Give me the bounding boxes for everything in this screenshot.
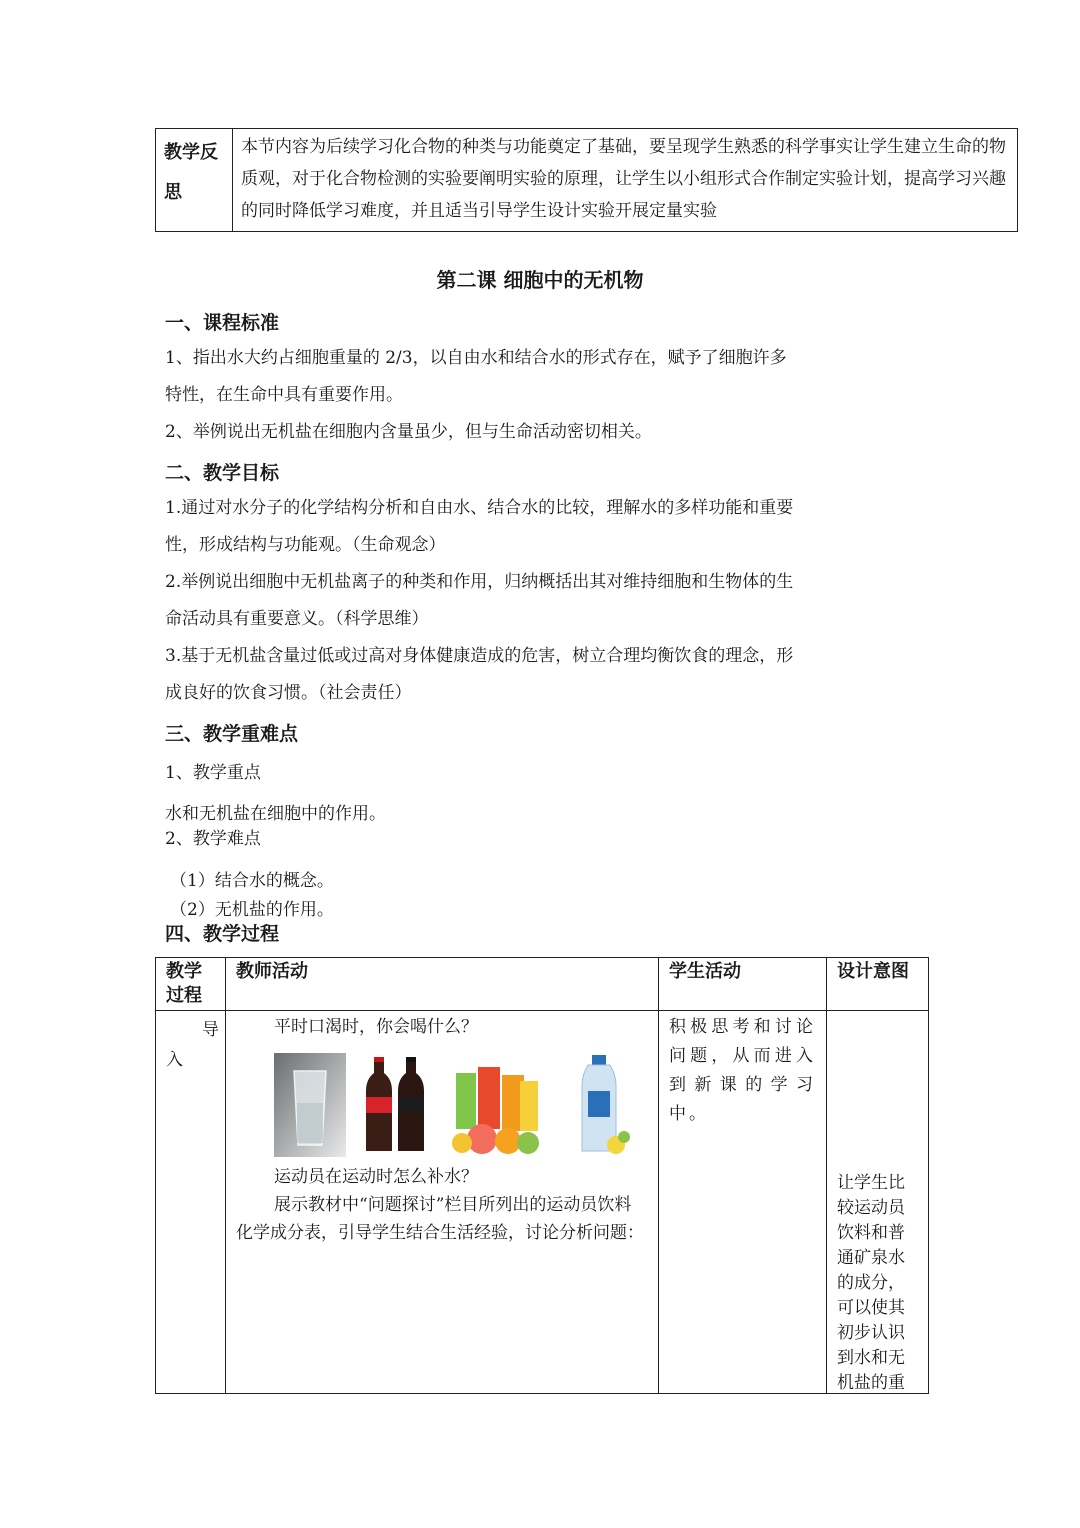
juice-glasses-image — [448, 1053, 544, 1157]
objective-item-3: 3.基于无机盐含量过低或过高对身体健康造成的危害，树立合理均衡饮食的理念，形成良好的饮食习惯。（社会责任） — [165, 646, 794, 703]
difficulty-item-2: （2）无机盐的作用。 — [170, 900, 334, 920]
soda-water-image — [558, 1053, 640, 1157]
key-point-label: 1、教学重点 — [165, 763, 261, 783]
process-table — [155, 957, 929, 1394]
difficulty-label: 2、教学难点 — [165, 829, 261, 849]
reflection-label: 教学反思 — [156, 129, 233, 232]
teacher-activity — [226, 1011, 659, 1394]
header-design: 设计意图 — [827, 958, 929, 1011]
design-intent-cell — [827, 1011, 929, 1394]
standard-item-1: 1、指出水大约占细胞重量的 2/3，以自由水和结合水的形式存在，赋予了细胞许多特性，在生命中具有重要作用。 — [165, 348, 787, 405]
teacher-question-1: 平时口渴时，你会喝什么？ — [274, 1017, 478, 1037]
teacher-question-2: 运动员在运动时怎么补水？ — [274, 1167, 478, 1187]
section3-heading: 三、教学重难点 — [165, 723, 299, 745]
section2-heading: 二、教学目标 — [165, 462, 280, 484]
step-cell — [156, 1011, 226, 1394]
step-label-part1: 导 — [202, 1020, 219, 1040]
reflection-table — [155, 128, 1018, 232]
reflection-text: 本节内容为后续学习化合物的种类与功能奠定了基础，要呈现学生熟悉的科学事实让学生建立生命的物质观，对于化合物检测的实验要阐明实验的原理，让学生以小组形式合作制定实验计划，提高学习兴趣的同时降低学习难度，并且适当引导学生设计实验开展定量实验 — [233, 129, 1018, 232]
header-student: 学生活动 — [659, 958, 827, 1011]
standard-item-2: 2、举例说出无机盐在细胞内含量虽少，但与生命活动密切相关。 — [165, 422, 652, 442]
cola-bottles-image — [360, 1053, 434, 1157]
water-glass-image — [274, 1053, 346, 1157]
difficulty-item-1: （1）结合水的概念。 — [170, 871, 334, 891]
objective-item-1: 1.通过对水分子的化学结构分析和自由水、结合水的比较，理解水的多样功能和重要性，形成结构与功能观。（生命观念） — [165, 498, 794, 555]
process-header-row — [156, 958, 929, 1011]
objective-item-2: 2.举例说出细胞中无机盐离子的种类和作用，归纳概括出其对维持细胞和生物体的生命活动具有重要意义。（科学思维） — [165, 572, 794, 629]
header-process: 教学过程 — [156, 958, 226, 1011]
teacher-instruction: 展示教材中“问题探讨”栏目所列出的运动员饮料化学成分表，引导学生结合生活经验，讨论分析问题： — [236, 1195, 644, 1243]
key-point-text: 水和无机盐在细胞中的作用。 — [165, 804, 386, 824]
student-activity: 积极思考和讨论问题，从而进入到新课的学习中。 — [659, 1011, 827, 1394]
process-row-intro — [156, 1011, 929, 1394]
section1-heading: 一、课程标准 — [165, 312, 280, 334]
header-teacher: 教师活动 — [226, 958, 659, 1011]
step-label-part2: 入 — [166, 1050, 183, 1070]
lesson-title: 第二课 细胞中的无机物 — [436, 268, 644, 292]
design-intent-text: 让学生比较运动员饮料和普通矿泉水的成分，可以使其初步认识到水和无机盐的重 — [837, 1173, 905, 1393]
drink-images — [274, 1049, 648, 1157]
section4-heading: 四、教学过程 — [165, 923, 280, 945]
